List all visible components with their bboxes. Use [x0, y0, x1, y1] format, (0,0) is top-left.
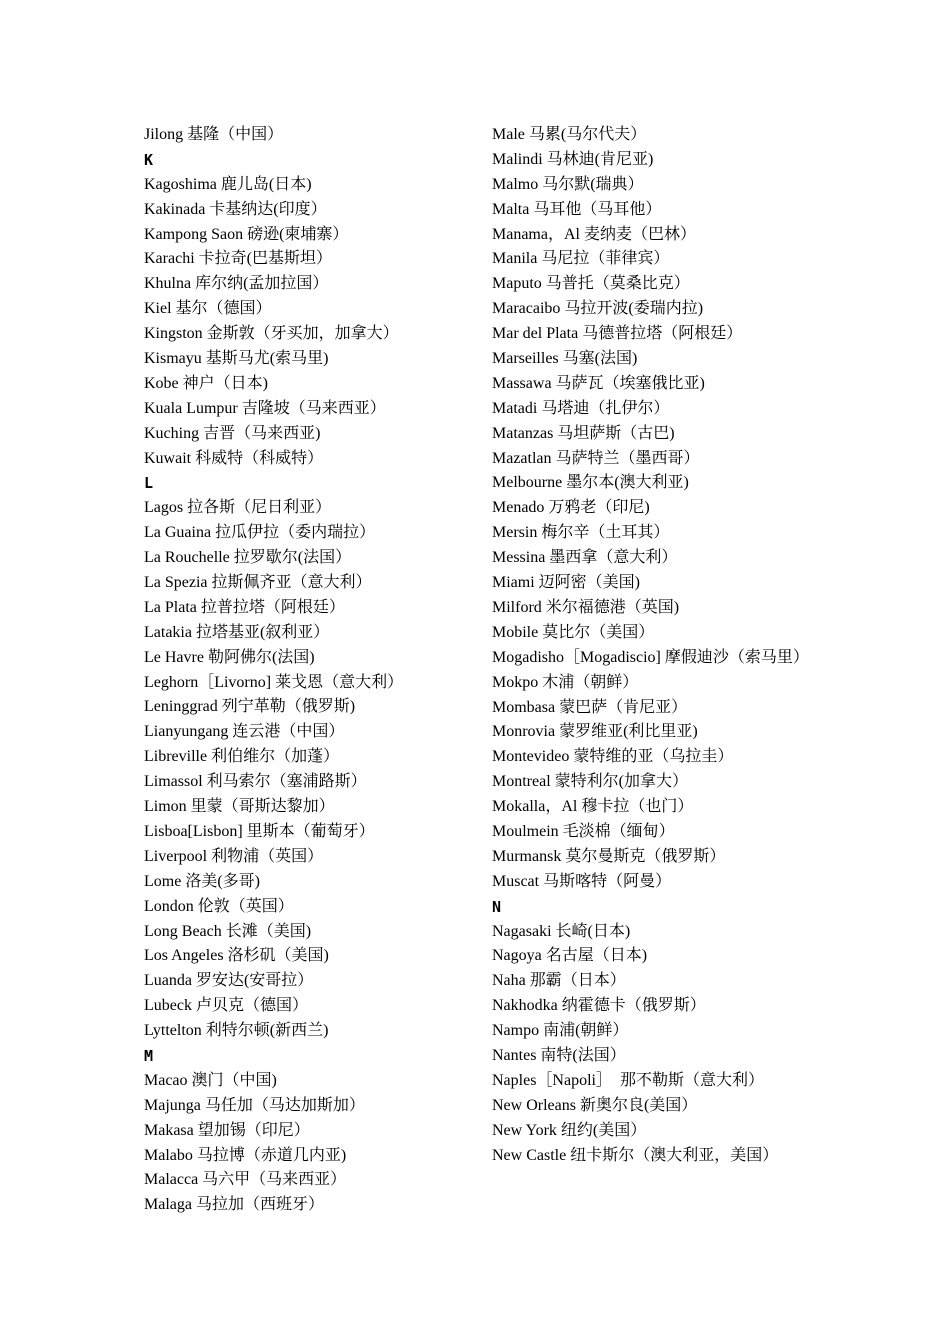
port-entry-matanzas: Matanzas 马坦萨斯（古巴)	[492, 424, 675, 442]
port-entry-nagasaki: Nagasaki 长崎(日本)	[492, 922, 631, 940]
port-entry-macao: Macao 澳门（中国)	[144, 1071, 277, 1089]
port-entry-nampo: Nampo 南浦(朝鲜）	[492, 1022, 629, 1040]
port-entry-mokpo: Mokpo 木浦（朝鲜）	[492, 673, 639, 691]
port-entry-melbourne: Melbourne 墨尔本(澳大利亚)	[492, 474, 689, 492]
section-letter-n: N	[492, 897, 502, 916]
port-entry-lubeck: Lubeck 卢贝克（德国）	[144, 997, 308, 1015]
port-entry-mersin: Mersin 梅尔辛（土耳其）	[492, 524, 670, 542]
port-entry-new: New Orleans 新奥尔良(美国）	[492, 1096, 698, 1114]
port-entry-muscat: Muscat 马斯喀特（阿曼）	[492, 872, 672, 890]
port-entry-matadi: Matadi 马塔迪（扎伊尔）	[492, 399, 670, 417]
port-entry-moulmein: Moulmein 毛淡棉（缅甸）	[492, 822, 675, 840]
port-entry-nagoya: Nagoya 名古屋（日本)	[492, 947, 648, 965]
port-entry-kismayu: Kismayu 基斯马尤(索马里)	[144, 350, 329, 368]
port-entry-leghorn: Leghorn［Livorno] 莱戈恩（意大利）	[144, 673, 404, 691]
port-entry-khulna: Khulna 库尔纳(孟加拉国）	[144, 275, 329, 293]
port-entry-mar: Mar del Plata 马德普拉塔（阿根廷）	[492, 325, 743, 343]
port-entry-montreal: Montreal 蒙特利尔(加拿大）	[492, 773, 688, 791]
port-entry-malmo: Malmo 马尔默(瑞典）	[492, 175, 644, 193]
port-entry-maracaibo: Maracaibo 马拉开波(委瑞内拉)	[492, 300, 704, 318]
port-entry-kakinada: Kakinada 卡基纳达(印度）	[144, 200, 327, 218]
port-entry-kuala: Kuala Lumpur 吉隆坡（马来西亚）	[144, 399, 386, 417]
port-entry-majunga: Majunga 马任加（马达加斯加）	[144, 1096, 365, 1114]
section-letter-k: K	[144, 150, 154, 169]
port-entry-malta: Malta 马耳他（马耳他）	[492, 200, 662, 218]
port-entry-la: La Plata 拉普拉塔（阿根廷）	[144, 598, 345, 616]
port-entry-malindi: Malindi 马林迪(肯尼亚)	[492, 150, 654, 168]
port-entry-le: Le Havre 勒阿佛尔(法国)	[144, 648, 315, 666]
port-entry-libreville: Libreville 利伯维尔（加蓬）	[144, 748, 340, 766]
port-entry-los: Los Angeles 洛杉矶（美国)	[144, 947, 329, 965]
port-entry-massawa: Massawa 马萨瓦（埃塞俄比亚)	[492, 374, 705, 392]
port-entry-murmansk: Murmansk 莫尔曼斯克（俄罗斯）	[492, 847, 726, 865]
port-entry-mombasa: Mombasa 蒙巴萨（肯尼亚）	[492, 698, 688, 716]
port-entry-malacca: Malacca 马六甲（马来西亚）	[144, 1171, 347, 1189]
port-entry: Mokalla，Al 穆卡拉（也门）	[492, 798, 694, 816]
port-entry-limon: Limon 里蒙（哥斯达黎加）	[144, 798, 335, 816]
port-entry-london: London 伦敦（英国）	[144, 897, 294, 915]
left-column	[144, 123, 474, 1218]
port-entry-mogadisho: Mogadisho［Mogadiscio] 摩假迪沙（索马里）	[492, 648, 809, 666]
port-entry-latakia: Latakia 拉塔基亚(叙利亚）	[144, 623, 330, 641]
port-entry-karachi: Karachi 卡拉奇(巴基斯坦）	[144, 250, 332, 268]
port-entry-leninggrad: Leninggrad 列宁革勒（俄罗斯)	[144, 698, 356, 716]
port-entry-menado: Menado 万鸦老（印尼)	[492, 499, 650, 517]
port-entry-miami: Miami 迈阿密（美国)	[492, 574, 640, 592]
port-entry-lome: Lome 洛美(多哥)	[144, 872, 260, 890]
port-entry-long: Long Beach 长滩（美国)	[144, 922, 312, 940]
port-entry-milford: Milford 米尔福德港（英国)	[492, 598, 680, 616]
port-entry-kingston: Kingston 金斯敦（牙买加，加拿大）	[144, 325, 399, 343]
port-entry-kiel: Kiel 基尔（德国）	[144, 300, 272, 318]
port-entry-limassol: Limassol 利马索尔（塞浦路斯）	[144, 773, 367, 791]
section-letter-m: M	[144, 1046, 154, 1065]
port-entry-montevideo: Montevideo 蒙特维的亚（乌拉圭）	[492, 748, 734, 766]
port-entry-lagos: Lagos 拉各斯（尼日利亚）	[144, 499, 332, 517]
section-letter-l: L	[144, 474, 154, 493]
port-entry-luanda: Luanda 罗安达(安哥拉）	[144, 972, 314, 990]
port-entry-kagoshima: Kagoshima 鹿儿岛(日本)	[144, 175, 312, 193]
port-entry-messina: Messina 墨西拿（意大利）	[492, 549, 678, 567]
port-entry-new: New York 纽约(美国）	[492, 1121, 647, 1139]
port-entry-naples: Naples［Napoli］ 那不勒斯（意大利）	[492, 1071, 764, 1089]
port-entry-mazatlan: Mazatlan 马萨特兰（墨西哥）	[492, 449, 700, 467]
port-entry-mobile: Mobile 莫比尔（美国）	[492, 623, 655, 641]
port-entry-lyttelton: Lyttelton 利特尔顿(新西兰)	[144, 1022, 329, 1040]
port-entry-malaga: Malaga 马拉加（西班牙）	[144, 1196, 324, 1214]
port-entry-monrovia: Monrovia 蒙罗维亚(利比里亚)	[492, 723, 698, 741]
port-entry-marseilles: Marseilles 马塞(法国)	[492, 350, 638, 368]
port-entry-la: La Spezia 拉斯佩齐亚（意大利）	[144, 574, 372, 592]
port-entry-lianyungang: Lianyungang 连云港（中国）	[144, 723, 345, 741]
port-entry-kuwait: Kuwait 科威特（科威特）	[144, 449, 324, 467]
port-entry-kampong: Kampong Saon 磅逊(柬埔寨）	[144, 225, 349, 243]
port-entry-liverpool: Liverpool 利物浦（英国）	[144, 847, 324, 865]
port-entry-makasa: Makasa 望加锡（印尼）	[144, 1121, 310, 1139]
right-column	[492, 123, 810, 1168]
port-entry-malabo: Malabo 马拉博（赤道几内亚)	[144, 1146, 347, 1164]
port-entry-naha: Naha 那霸（日本）	[492, 972, 626, 990]
port-entry-male: Male 马累(马尔代夫）	[492, 126, 647, 143]
port-entry-nakhodka: Nakhodka 纳霍德卡（俄罗斯）	[492, 997, 706, 1015]
port-entry-manila: Manila 马尼拉（菲律宾）	[492, 250, 670, 268]
port-entry-new: New Castle 纽卡斯尔（澳大利亚，美国）	[492, 1146, 779, 1164]
port-entry-kobe: Kobe 神户（日本)	[144, 374, 268, 392]
port-entry-kuching: Kuching 吉晋（马来西亚)	[144, 424, 321, 442]
port-entry-nantes: Nantes 南特(法国）	[492, 1046, 626, 1064]
port-entry: Manama，Al 麦纳麦（巴林）	[492, 225, 696, 243]
port-entry-maputo: Maputo 马普托（莫桑比克）	[492, 275, 690, 293]
port-entry-jilong: Jilong 基隆（中国）	[144, 126, 284, 143]
port-entry-lisboa: Lisboa[Lisbon] 里斯本（葡萄牙）	[144, 822, 375, 840]
port-entry-la: La Rouchelle 拉罗歇尔(法国）	[144, 549, 352, 567]
port-entry-la: La Guaina 拉瓜伊拉（委内瑞拉）	[144, 524, 376, 542]
